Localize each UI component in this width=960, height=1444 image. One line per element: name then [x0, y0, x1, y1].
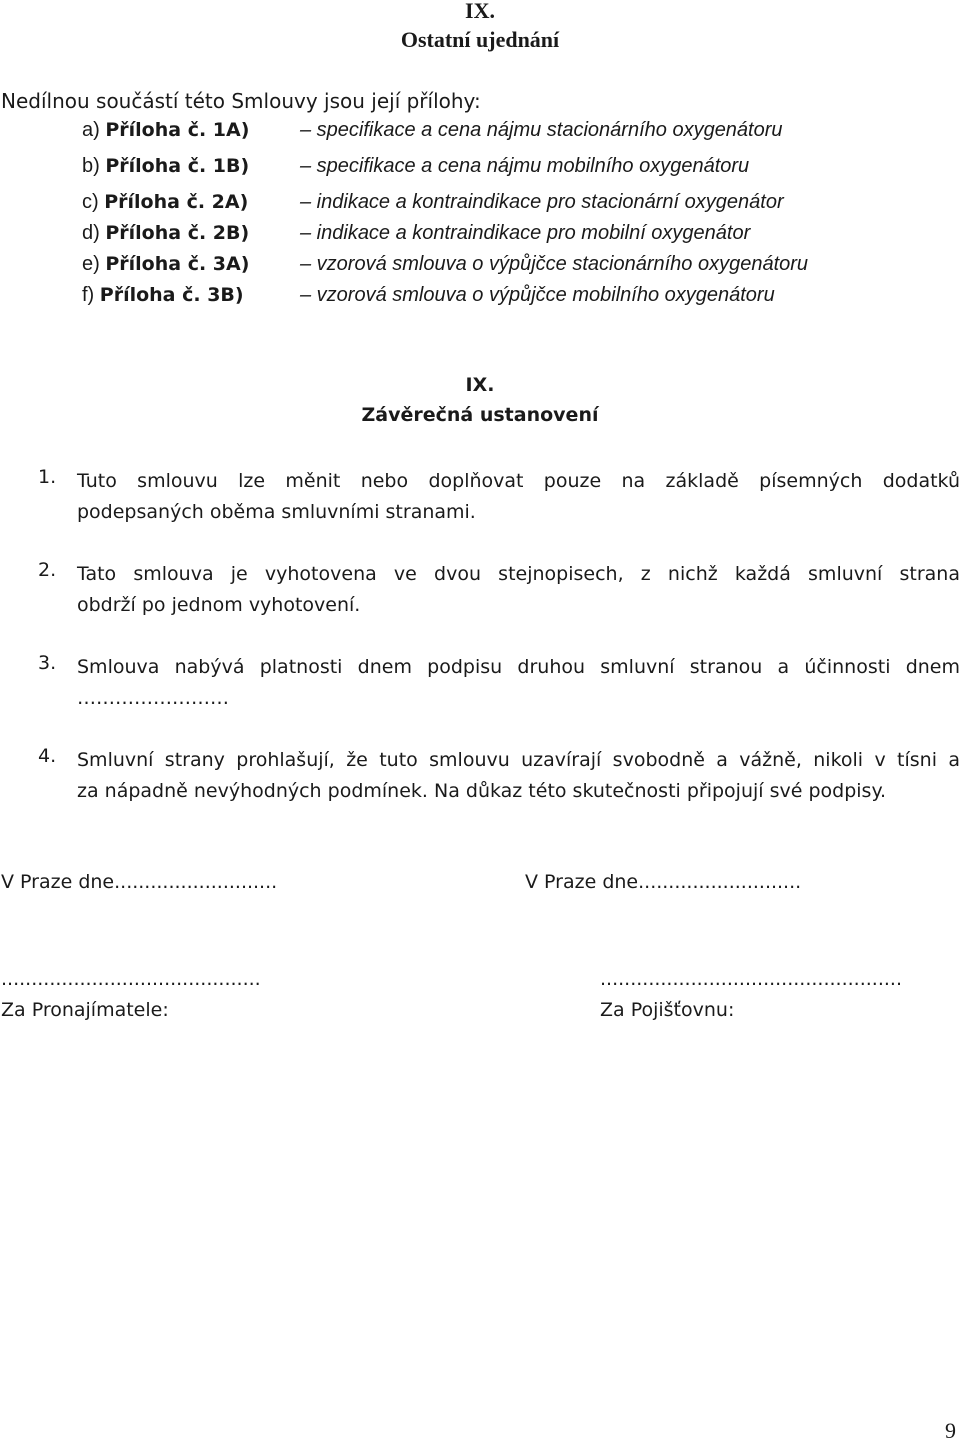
paragraph-text [77, 745, 960, 807]
signature-line-right: .................................................. [600, 968, 902, 990]
paragraph-line: za nápadně nevýhodných podmínek. Na důkaz této skutečnosti připojují své podpisy. [77, 780, 887, 802]
item-label: Příloha č. 1B) [105, 155, 250, 177]
paragraph-line: Smluvní strany prohlašují, že tuto smlouvu uzavírají svobodně a vážně, nikoli v tísni a [77, 749, 960, 771]
paragraph-number: 2. [38, 559, 57, 581]
paragraph-line: obdrží po jednom vyhotovení. [77, 594, 361, 616]
paragraph-number: 3. [38, 652, 57, 674]
paragraph-number: 4. [38, 745, 57, 767]
attachments-intro: Nedílnou součástí této Smlouvy jsou její přílohy: [1, 89, 481, 113]
section-title: Závěrečná ustanovení [361, 404, 599, 426]
signature-party-right: Za Pojišťovnu: [600, 999, 735, 1021]
paragraph-line: Tuto smlouvu lze měnit nebo doplňovat pouze na základě písemných dodatků [77, 470, 960, 492]
signature-place-date-right: V Praze dne........................... [525, 871, 802, 893]
item-letter: b) [82, 155, 100, 177]
list-item [82, 284, 244, 307]
paragraph-line: Smlouva nabývá platnosti dnem podpisu druhou smluvní stranou a účinnosti dnem [77, 656, 960, 678]
item-letter: d) [82, 222, 100, 244]
signature-line-left: ........................................... [1, 968, 261, 990]
item-description: – vzorová smlouva o výpůjčce stacionárního oxygenátoru [300, 253, 809, 275]
section-number: IX. [465, 374, 495, 396]
section-number: IX. [465, 0, 495, 23]
section-title: Ostatní ujednání [400, 27, 560, 52]
item-description: – specifikace a cena nájmu mobilního oxygenátoru [300, 155, 750, 177]
list-item [82, 222, 249, 245]
item-description: – indikace a kontraindikace pro stacionární oxygenátor [300, 191, 784, 213]
item-letter: f) [82, 284, 95, 306]
item-label: Příloha č. 3A) [105, 253, 250, 275]
signature-place-date-left: V Praze dne........................... [1, 871, 278, 893]
list-item [82, 191, 248, 214]
paragraph-text [77, 466, 960, 528]
list-item [82, 253, 249, 276]
page-number: 9 [945, 1418, 956, 1443]
item-label: Příloha č. 2A) [104, 191, 249, 213]
paragraph-text [77, 652, 960, 714]
item-letter: c) [82, 191, 99, 213]
item-description: – indikace a kontraindikace pro mobilní oxygenátor [300, 222, 751, 244]
item-letter: a) [82, 119, 100, 141]
paragraph-text [77, 559, 960, 621]
item-letter: e) [82, 253, 100, 275]
paragraph-line: …………………… [77, 687, 229, 709]
list-item [82, 155, 249, 178]
signature-party-left: Za Pronajímatele: [1, 999, 169, 1021]
item-description: – specifikace a cena nájmu stacionárního oxygenátoru [300, 119, 783, 141]
item-label: Příloha č. 1A) [105, 119, 250, 141]
paragraph-line: Tato smlouva je vyhotovena ve dvou stejnopisech, z nichž každá smluvní strana [77, 563, 960, 585]
list-item [82, 119, 249, 142]
paragraph-line: podepsaných oběma smluvními stranami. [77, 501, 476, 523]
item-description: – vzorová smlouva o výpůjčce mobilního oxygenátoru [300, 284, 775, 306]
item-label: Příloha č. 2B) [105, 222, 250, 244]
paragraph-number: 1. [38, 466, 57, 488]
item-label: Příloha č. 3B) [99, 284, 244, 306]
